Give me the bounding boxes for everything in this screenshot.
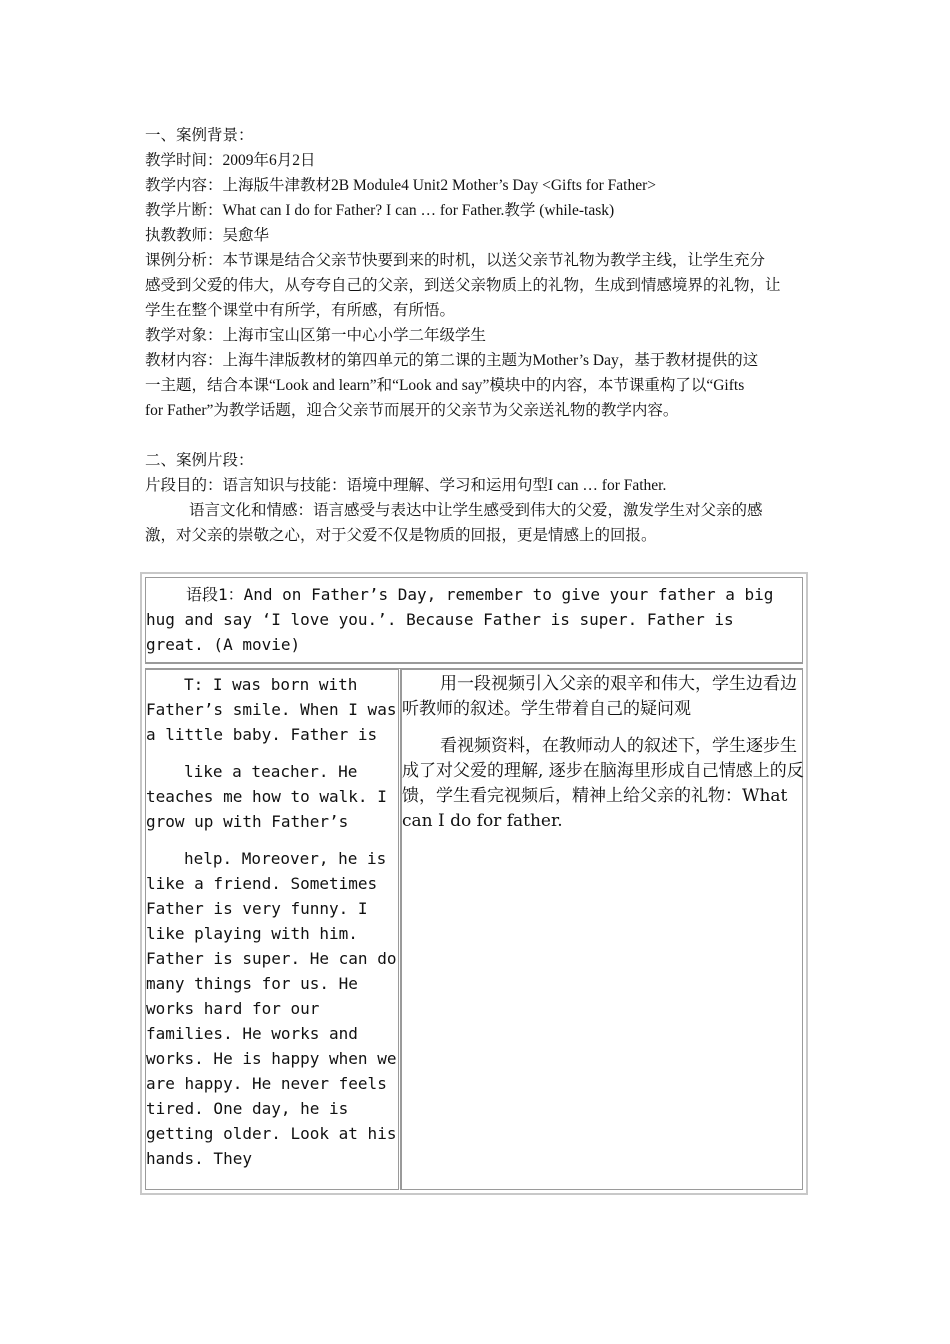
teacher-narration [146, 672, 398, 1183]
teaching-fragment: 教学片断：What can I do for Father? I can … for Father.教学 (while-task) [145, 202, 615, 219]
emotion-goal-line2: 激，对父亲的崇敬之心，对于父爱不仅是物质的回报，更是情感上的回报。 [145, 527, 657, 544]
table-top-cell [145, 577, 803, 663]
teaching-audience: 教学对象：上海市宝山区第一中心小学二年级学生 [145, 327, 487, 344]
narration-p2: like a teacher. He teaches me how to walk. I grow up with Father’s [146, 762, 387, 831]
case-table [140, 572, 808, 1195]
segment1-text [146, 582, 802, 657]
segment1-line1: 语段1：And on Father’s Day, remember to give your father a big [186, 585, 774, 604]
design-commentary [402, 672, 806, 846]
lesson-analysis-line3: 学生在整个课堂中有所学，有所感，有所悟。 [145, 302, 456, 319]
emotion-goal-line1: 语言文化和情感：语言感受与表达中让学生感受到伟大的父爱，激发学生对父亲的感 [189, 502, 763, 519]
teacher-name: 执教教师：吴愈华 [145, 227, 270, 244]
section2-heading: 二、案例片段： [145, 452, 254, 469]
section1-heading: 一、案例背景： [145, 127, 254, 144]
segment1-line3: great. (A movie) [146, 635, 301, 654]
table-right-cell [401, 669, 803, 1190]
lesson-analysis-line1: 课例分析：本节课是结合父亲节快要到来的时机，以送父亲节礼物为教学主线，让学生充分 [145, 252, 766, 269]
commentary-p1: 用一段视频引入父亲的艰辛和伟大，学生边看边听教师的叙述。学生带着自己的疑问观 [402, 674, 797, 719]
teaching-content: 教学内容：上海版牛津教材2B Module4 Unit2 Mother’s Day <Gifts for Father> [145, 177, 657, 194]
teaching-time: 教学时间：2009年6月2日 [145, 152, 316, 169]
table-left-cell [145, 669, 399, 1190]
narration-p3: help. Moreover, he is like a friend. Sometimes Father is very funny. I like playing with him. Father is super. He can do many things for us. He works hard for our families. He works and works. He is happy when we are happy. He never feels tired. One day, he is getting older. Look at his hands. They [146, 849, 397, 1168]
material-content-line1: 教材内容：上海牛津版教材的第四单元的第二课的主题为Mother’s Day，基于教材提供的这 [145, 352, 759, 369]
material-content-line3: for Father”为教学话题，迎合父亲节而展开的父亲节为父亲送礼物的教学内容。 [145, 402, 679, 419]
commentary-p2: 看视频资料，在教师动人的叙述下，学生逐步生成了对父爱的理解, 逐步在脑海里形成自己情感上的反馈，学生看完视频后，精神上给父亲的礼物：What can I do for father. [402, 736, 804, 831]
narration-p1: T: I was born with Father’s smile. When I was a little baby. Father is [146, 675, 397, 744]
fragment-purpose: 片段目的：语言知识与技能：语境中理解、学习和运用句型I can … for Father. [145, 477, 667, 494]
material-content-line2: 一主题，结合本课“Look and learn”和“Look and say”模块中的内容，本节课重构了以“Gifts [145, 377, 745, 394]
lesson-analysis-line2: 感受到父爱的伟大，从夸夸自己的父亲，到送父亲物质上的礼物，生成到情感境界的礼物，让 [145, 277, 781, 294]
segment1-line2: hug and say ‘I love you.’. Because Father is super. Father is [146, 610, 734, 629]
